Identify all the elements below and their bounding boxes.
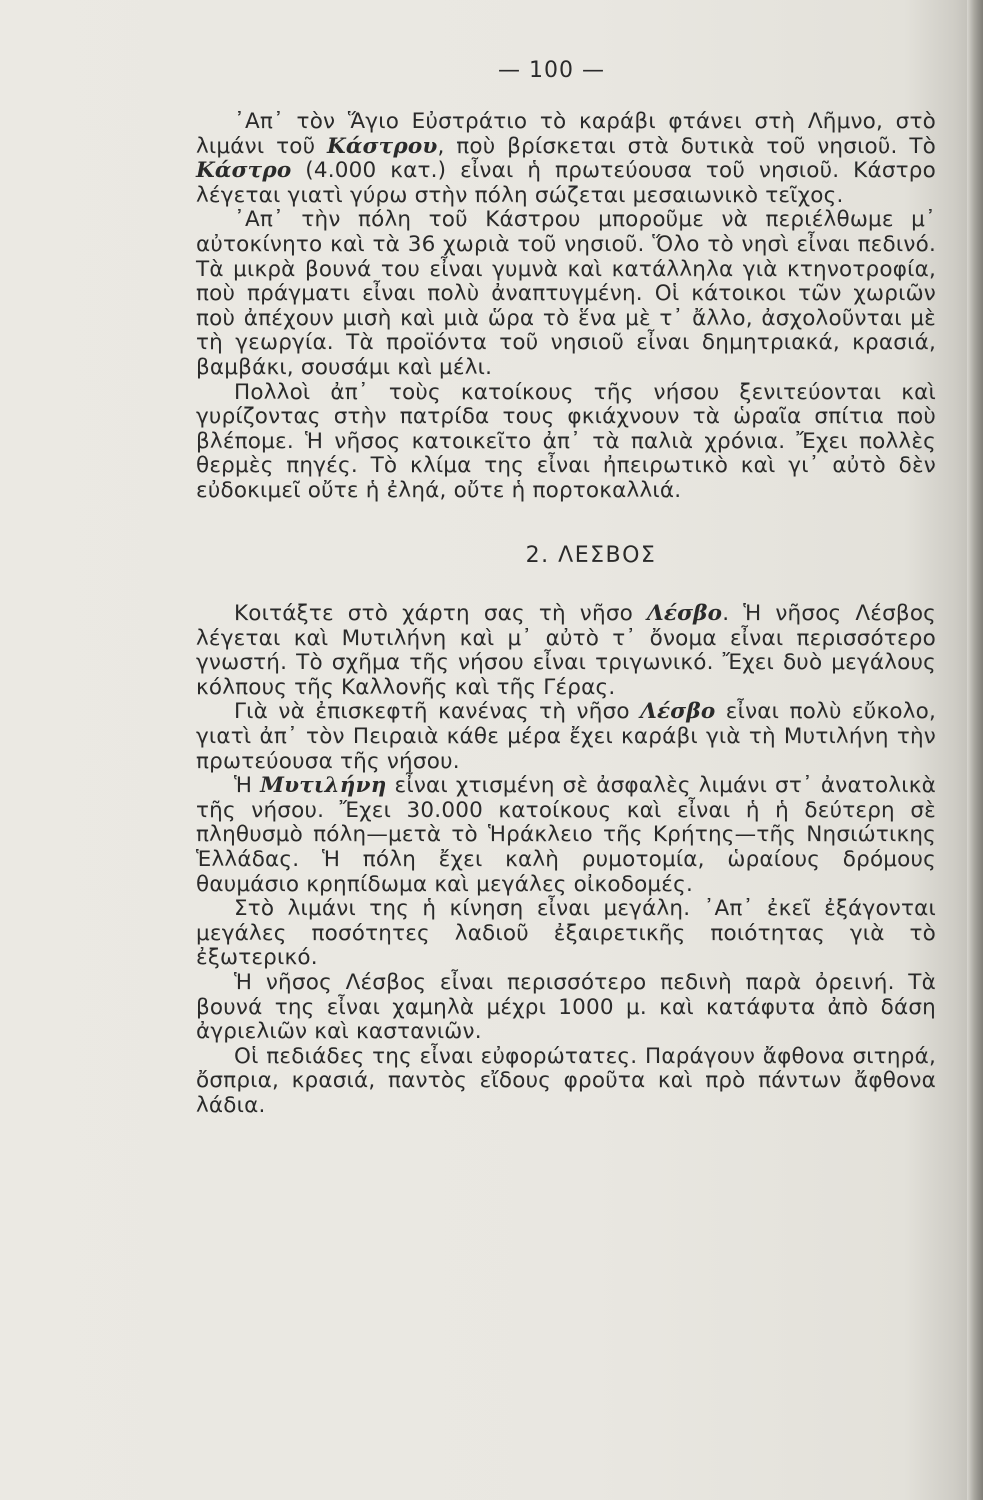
paragraph-inhabitants: Πολλοὶ ἀπ᾿ τοὺς κατοίκους τῆς νήσου ξενιτεύονται καὶ γυρίζοντας στὴν πατρίδα τους φκιάχνουν τὰ ὡραῖα σπίτια ποὺ βλέπομε. Ἡ νῆσος κατοικεῖτο ἀπ᾿ τὰ παλιὰ χρόνια. Ἔχει πολλὲς θερμὲς πηγές. Τὸ κλίμα της εἶναι ἠπειρωτικὸ καὶ γι᾿ αὐτὸ δὲν εὐδοκιμεῖ οὔτε ἡ ἐληά, οὔτε ἡ πορτοκαλλιά. [196, 379, 936, 503]
page-body [196, 110, 936, 1119]
text-run: , ποὺ βρίσκεται στὰ δυτικὰ τοῦ νησιοῦ. Τὸ [437, 133, 937, 159]
text-run: εἶναι χτισμένη σὲ ἀσφαλὲς λιμάνι στ᾿ ἀνατολικὰ τῆς νήσου. Ἔχει 30.000 κατοίκους καὶ εἶναι ἡ ἡ δεύτερη σὲ πληθυσμὸ πόλη—μετὰ τὸ Ἡράκλειο τῆς Κρήτης—τῆς Νησιώτικης Ἑλλάδας. Ἡ πόλη ἔχει καλὴ ρυμοτομία, ὡραίους δρόμους θαυμάσιο κρηπίδωμα καὶ μεγάλες οἰκοδομές. [196, 773, 936, 897]
section-title-lesvos: 2. ΛΕΣΒΟΣ [525, 542, 657, 568]
text-run: (4.000 κατ.) εἶναι ἡ πρωτεύουσα τοῦ νησιοῦ. Κάστρο λέγεται γιατὶ γύρω στὴν πόλη σώζεται μεσαιωνικὸ τεῖχος. [196, 158, 936, 208]
page-number: — 100 — [498, 58, 605, 83]
text-run: ᾿Απ᾿ τὸν Ἅγιο Εὐστράτιο τὸ καράβι φτάνει στὴ Λῆμνο, στὸ λιμάνι τοῦ [196, 109, 936, 159]
page-binding-edge [967, 0, 983, 1500]
paragraph-lesvos-visit [196, 700, 936, 774]
text-run: . Ἡ νῆσος Λέσβος λέγεται καὶ Μυτιλήνη καὶ μ᾿ αὐτὸ τ᾿ ὄνομα εἶναι περισσότερο γνωστή. Τὸ σχῆμα τῆς νήσου εἶναι τριγωνικό. Ἔχει δυὸ μεγάλους κόλπους τῆς Καλλονῆς καὶ τῆς Γέρας. [196, 601, 936, 700]
place-name-kastrou: Κάστρου [326, 133, 438, 159]
place-name-kastro: Κάστρο [196, 158, 292, 184]
paragraph-port: Στὸ λιμάνι της ἡ κίνηση εἶναι μεγάλη. ᾿Απ᾿ ἐκεῖ ἐξάγονται μεγάλες ποσότητες λαδιοῦ ἐξαιρετικῆς ποιότητας γιὰ τὸ ἐξωτερικό. [196, 896, 936, 971]
place-name-lesvo-2: Λέσβο [640, 699, 716, 725]
paragraph-plains: Οἱ πεδιάδες της εἶναι εὐφορώτατες. Παράγουν ἄφθονα σιτηρά, ὄσπρια, κρασιά, παντὸς εἴδους φροῦτα καὶ πρὸ πάντων ἄφθονα λάδια. [196, 1043, 936, 1118]
text-run: Κοιτάξτε στὸ χάρτη σας τὴ νῆσο [234, 601, 647, 627]
text-run: Γιὰ νὰ ἐπισκεφτῆ κανένας τὴ νῆσο [234, 699, 641, 725]
paragraph-mountains: Ἡ νῆσος Λέσβος εἶναι περισσότερο πεδινὴ παρὰ ὀρεινή. Τὰ βουνά της εἶναι χαμηλὰ μέχρι 1000 μ. καὶ κατάφυτα ἀπὸ δάση ἀγριελιῶν καὶ καστανιῶν. [196, 970, 936, 1045]
paragraph-mytilini [196, 774, 936, 897]
paragraph-lesvos-intro [196, 602, 936, 700]
paragraph-villages: ᾿Απ᾿ τὴν πόλη τοῦ Κάστρου μποροῦμε νὰ περιέλθωμε μ᾿ αὐτοκίνητο καὶ τὰ 36 χωριὰ τοῦ νησιοῦ. Ὅλο τὸ νησὶ εἶναι πεδινό. Τὰ μικρὰ βουνά του εἶναι γυμνὰ καὶ κατάλληλα γιὰ κτηνοτροφία, ποὺ πράγματι εἶναι πολὺ ἀναπτυγμένη. Οἱ κάτοικοι τῶν χωριῶν ποὺ ἀπέχουν μισὴ καὶ μιὰ ὥρα τὸ ἕνα μὲ τ᾿ ἄλλο, ἀσχολοῦνται μὲ τὴ γεωργία. Τὰ προϊόντα τοῦ νησιοῦ εἶναι δημητριακά, κρασιά, βαμβάκι, σουσάμι καὶ μέλι. [196, 207, 936, 380]
place-name-lesvo: Λέσβο [646, 601, 723, 627]
paragraph-kastro [196, 110, 936, 208]
place-name-mytilini: Μυτιλήνη [260, 773, 387, 799]
text-run: Ἡ [234, 773, 261, 799]
text-run: εἶναι πολὺ εὔκολο, γιατὶ ἀπ᾿ τὸν Πειραιὰ κάθε μέρα ἔχει καράβι γιὰ τὴ Μυτιλήνη τὴν πρωτεύουσα τῆς νήσου. [196, 699, 936, 774]
